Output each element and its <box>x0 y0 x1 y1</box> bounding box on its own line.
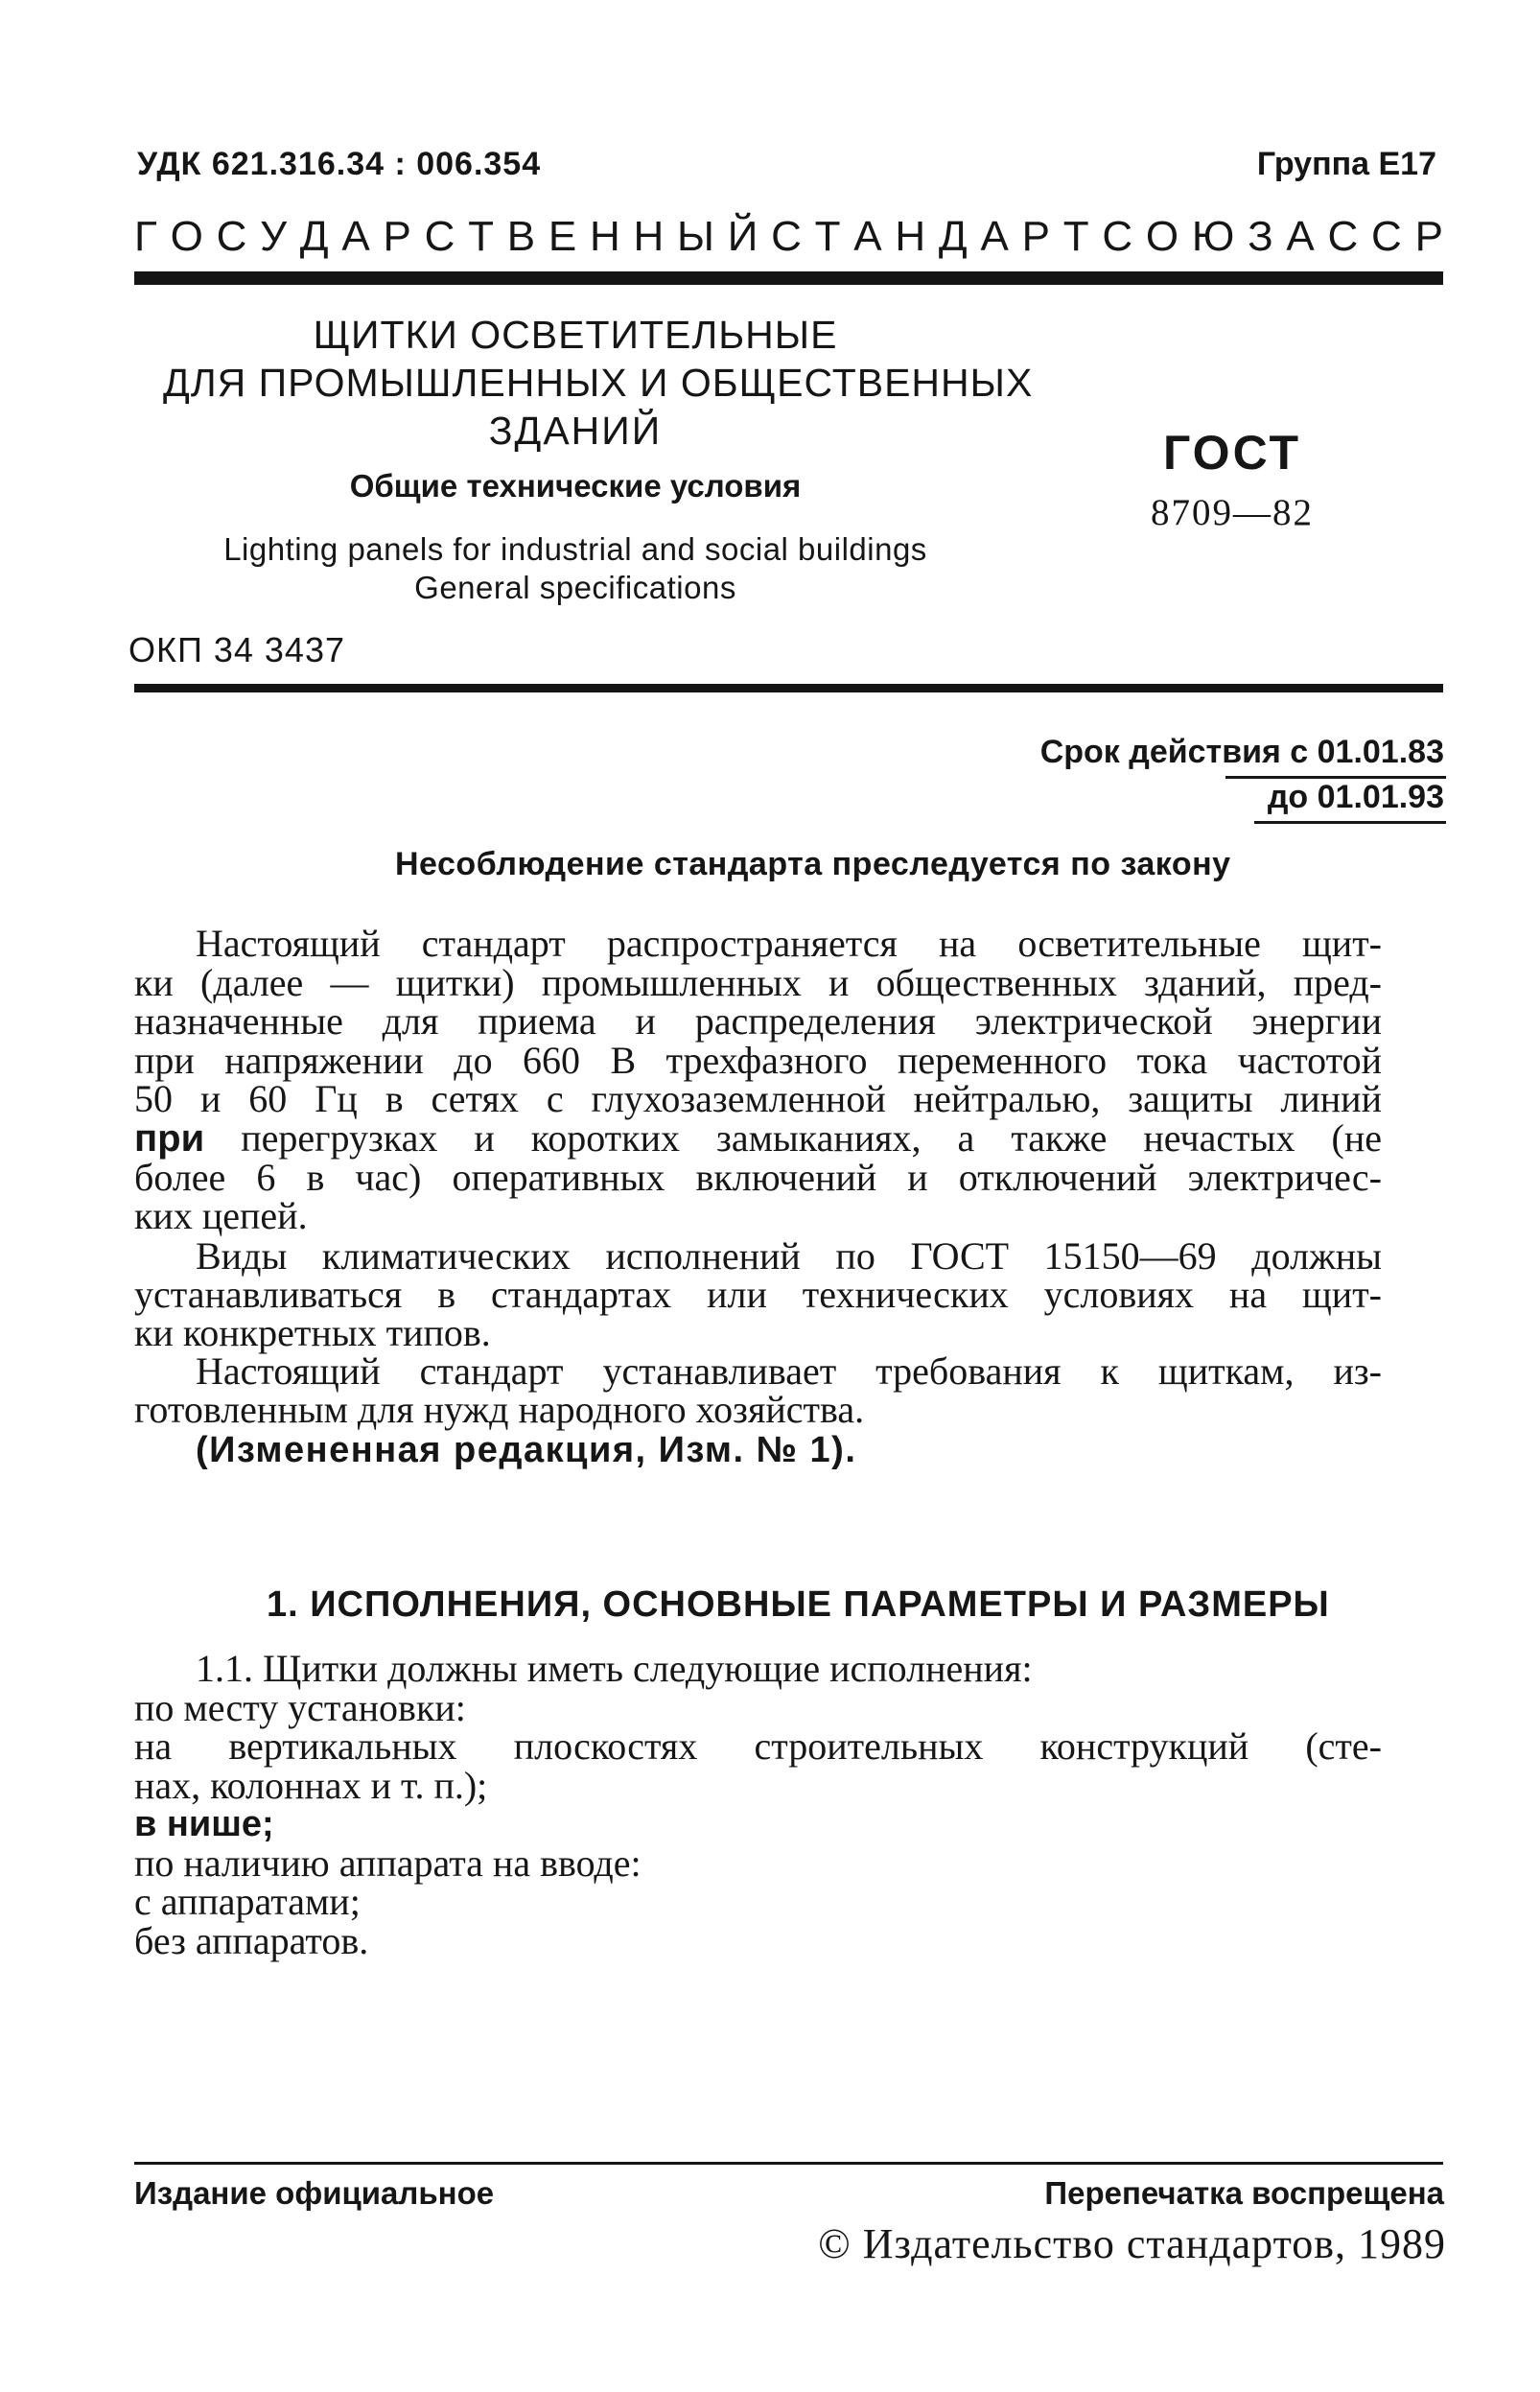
subtitle: Общие технические условия <box>349 468 802 504</box>
section-1-heading: 1. ИСПОЛНЕНИЯ, ОСНОВНЫЕ ПАРАМЕТРЫ И РАЗМЕРЫ <box>267 1584 1330 1625</box>
union-title-letter: С <box>771 213 802 260</box>
group-code: Группа Е17 <box>1256 146 1436 182</box>
union-title-letter: Е <box>548 213 577 260</box>
paragraph-requirements <box>134 1348 1382 1431</box>
text-line <box>134 1115 1382 1160</box>
section-1-content <box>134 1647 1382 1962</box>
title-rule <box>134 684 1443 692</box>
list-item: в нише; <box>134 1804 274 1844</box>
udk-code: УДК 621.316.34 : 006.354 <box>137 146 542 182</box>
body-text <box>134 922 1382 1470</box>
union-title-letter: О <box>1145 213 1179 260</box>
union-title-letter: С <box>1327 213 1359 260</box>
english-title-2: General specifications <box>414 570 736 605</box>
non-observance-notice: Несоблюдение стандарта преследуется по закону <box>395 846 1231 882</box>
union-title-letter: А <box>853 213 882 260</box>
text-line: при напряжении до 660 В трехфазного переменного тока частотой <box>134 1038 1382 1082</box>
okp-code: ОКП 34 3437 <box>128 630 345 669</box>
union-title-letter: У <box>260 213 288 260</box>
validity-to: до 01.01.93 <box>1267 779 1444 815</box>
clause-1-1: 1.1. Щитки должны иметь следующие исполнения: <box>196 1647 1033 1690</box>
text-line: 50 и 60 Гц в сетях с глухозаземленной нейтралью, защиты линий <box>134 1077 1382 1121</box>
union-title-letter: А <box>980 213 1009 260</box>
union-title-letter: Р <box>1414 213 1443 260</box>
text-line: Настоящий стандарт устанавливает требования к щиткам, из- <box>196 1348 1382 1393</box>
union-standard-title <box>134 213 1443 261</box>
union-title-letter: Ы <box>677 213 714 260</box>
copyright-text: Издательство стандартов, 1989 <box>862 2220 1446 2267</box>
title-line-3: ЗДАНИЙ <box>488 409 663 453</box>
list-item: по наличию аппарата на вводе: <box>134 1841 642 1885</box>
validity-from: Срок действия с 01.01.83 <box>1039 734 1444 770</box>
reprint-notice: Перепечатка воспрещена <box>1044 2175 1444 2211</box>
text-line: ких цепей. <box>134 1194 308 1238</box>
union-title-letter: Н <box>589 213 620 260</box>
text-line: устанавливаться в стандартах или технических условиях на щит- <box>134 1272 1382 1316</box>
text-line: более 6 в час) оперативных включений и отключений электричес- <box>134 1155 1382 1199</box>
validity-underline-2 <box>1254 821 1446 824</box>
title-line-1: ЩИТКИ ОСВЕТИТЕЛЬНЫЕ <box>313 313 838 357</box>
union-title-letter: Й <box>727 213 758 260</box>
union-title-letter: С <box>216 213 247 260</box>
gost-number: 8709—82 <box>1151 492 1314 533</box>
text-line: ки конкретных типов. <box>134 1310 491 1354</box>
union-title-letter: С <box>424 213 455 260</box>
union-title-letter: А <box>1286 213 1315 260</box>
union-title-letter: Г <box>134 213 157 260</box>
text-line: ки (далее — щитки) промышленных и общественных зданий, пред- <box>134 960 1382 1004</box>
text-fragment: перегрузках и коротких замыканиях, а также нечастых (не <box>204 1115 1382 1160</box>
english-title-1: Lighting panels for industrial and social buildings <box>223 531 927 567</box>
list-item: по месту установки: <box>134 1685 466 1729</box>
list-item: на вертикальных плоскостях строительных конструкций (сте- <box>134 1724 1382 1768</box>
union-title-letter: А <box>341 213 370 260</box>
text-line: готовленным для нужд народного хозяйства. <box>134 1387 865 1431</box>
text-line: Настоящий стандарт распространяется на осветительные щит- <box>196 922 1382 965</box>
union-title-letter: Н <box>895 213 926 260</box>
header-rule <box>134 271 1443 285</box>
list-item: нах, колоннах и т. п.); <box>134 1763 488 1807</box>
union-title-letter: О <box>170 213 203 260</box>
list-item: без аппаратов. <box>134 1918 369 1962</box>
union-title-letter: Д <box>938 213 968 260</box>
text-line: назначенные для приема и распределения электрической энергии <box>134 999 1382 1044</box>
union-title-letter: Р <box>1021 213 1050 260</box>
text-line: Виды климатических исполнений по ГОСТ 15150—69 должны <box>196 1233 1382 1278</box>
union-title-letter: Д <box>299 213 329 260</box>
union-title-letter: С <box>1371 213 1402 260</box>
union-title-letter: З <box>1248 213 1273 260</box>
union-title-letter: Т <box>1062 213 1089 260</box>
union-title-letter: Т <box>814 213 841 260</box>
list-item: с аппаратами; <box>134 1880 361 1923</box>
copyright-icon: © <box>818 2220 852 2267</box>
amendment-note: (Измененная редакция, Изм. № 1). <box>196 1429 857 1470</box>
union-title-letter: С <box>1102 213 1133 260</box>
paragraph-scope <box>134 922 1382 1238</box>
title-line-2: ДЛЯ ПРОМЫШЛЕННЫХ И ОБЩЕСТВЕННЫХ <box>163 361 1034 405</box>
union-title-letter: Ю <box>1191 213 1235 260</box>
edition-label: Издание официальное <box>134 2175 495 2211</box>
union-title-letter: Т <box>468 213 494 260</box>
union-title-letter: Н <box>633 213 665 260</box>
title-block <box>163 311 1034 606</box>
copyright-line <box>818 2219 1446 2268</box>
bold-phrase: при <box>134 1116 205 1160</box>
union-title-letter: В <box>506 213 536 260</box>
gost-label: ГОСТ <box>1163 426 1301 480</box>
paragraph-climate <box>134 1233 1382 1354</box>
footer-rule <box>134 2162 1443 2165</box>
union-title-letter: Р <box>383 213 411 260</box>
